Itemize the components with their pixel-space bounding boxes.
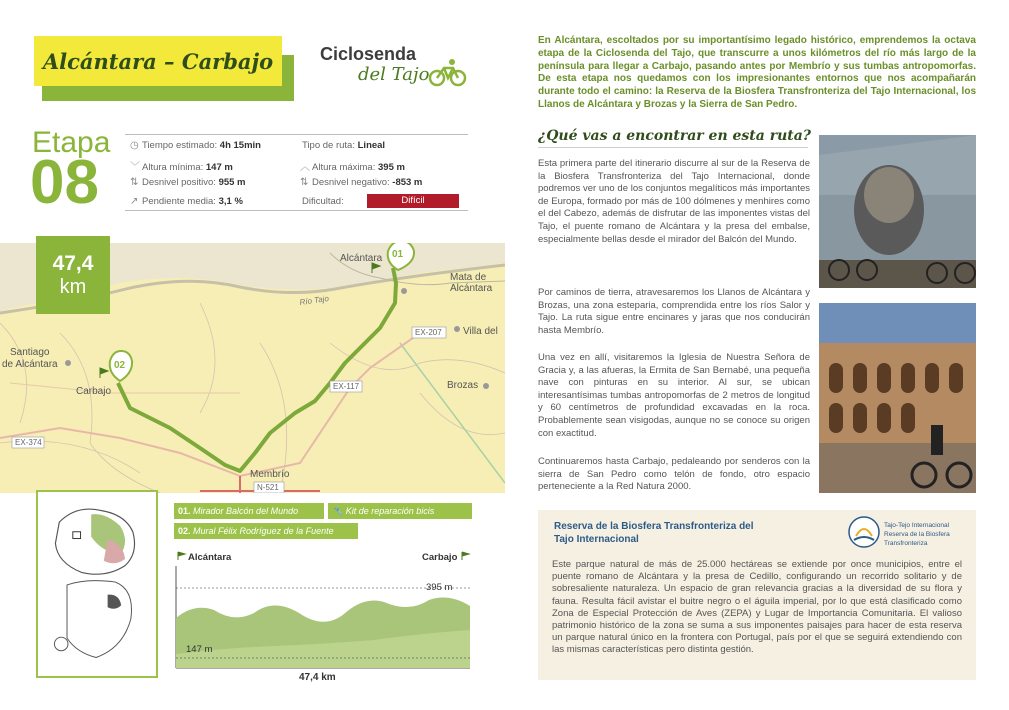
svg-text:Transfronteriza: Transfronteriza: [884, 540, 928, 547]
chevron-up-icon: ︿: [300, 162, 310, 173]
body-paragraph-4: Continuaremos hasta Carbajo, pedaleando por senderos con la sierra de San Pedro como telón de fondo, otro espacio perteneciente a la Red Natura 2000.: [538, 456, 810, 493]
updown-arrows-icon: ⇅: [300, 177, 309, 188]
map-label-brozas: Brozas: [447, 380, 479, 391]
chevron-down-icon: ﹀: [130, 162, 140, 173]
difficulty-badge: Difícil: [367, 194, 459, 208]
stat-slope: ↗ Pendiente media: 3,1 %: [130, 196, 243, 207]
section-heading: ¿Qué vas a encontrar en esta ruta?: [538, 128, 812, 144]
stats-divider-top: [125, 134, 468, 135]
map-label-carbajo: Carbajo: [76, 386, 112, 397]
stat-type: Tipo de ruta: Lineal: [302, 140, 386, 151]
profile-length: 47,4 km: [299, 672, 336, 683]
map-label-river: Río Tajo: [299, 293, 330, 307]
title-banner: [34, 36, 282, 86]
map-label-santiago-2: de Alcántara: [2, 359, 58, 370]
body-paragraph-2: Por caminos de tierra, atravesaremos los Llanos de Alcántara y Brozas, una zona esteparia, comprendida entre los ríos Salor y Tajo. La ruta sigue entre encinares y jaras que nos conducirán hasta Membrío.: [538, 287, 810, 336]
updown-arrows-icon: ⇅: [130, 177, 139, 188]
route-title: Alcántara – Carbajo: [42, 48, 274, 74]
brand-logo: [320, 44, 480, 94]
intro-paragraph: En Alcántara, escoltados por su importantísimo legado histórico, emprendemos la octava etapa de la Ciclosenda del Tajo, que transcurre a unos kilómetros del río más largo de la península para llegar a Carbajo, pasando antes por Membrío y sus tumbas antropomorfas. De esta etapa nos quedamos con los impresionantes entornos que nos acompañarán durante todo el camino: la Reserva de la Biosfera Transfronteriza del Tajo Internacional, los Llanos de Alcántara y Brozas y la Sierra de San Pedro.: [538, 35, 976, 110]
map-label-santiago: Santiago: [10, 347, 50, 358]
reserve-box: [538, 510, 976, 680]
profile-min: 147 m: [186, 644, 213, 655]
legend-item-mirador: 01. Mirador Balcón del Mundo: [174, 503, 324, 519]
stats-divider-bottom: [125, 210, 468, 211]
legend-item-kit: 🔧 Kit de reparación bicis: [328, 503, 472, 519]
wrench-icon: 🔧: [332, 506, 344, 516]
brand-line2: del Tajo: [358, 64, 430, 85]
svg-text:Reserva de la Biosfera: Reserva de la Biosfera: [884, 531, 950, 538]
locator-map: [36, 490, 158, 678]
legend-item-mural: 02. Mural Félix Rodríguez de la Fuente: [174, 523, 358, 539]
map-label-mata-2: Alcántara: [450, 283, 493, 294]
stat-time: ◷ Tiempo estimado: 4h 15min: [130, 140, 261, 151]
photo-convent-cyclist: [819, 303, 976, 493]
reserve-title: Reserva de la Biosfera Transfronteriza del Tajo Internacional: [554, 521, 754, 545]
road-label-ex117: EX-117: [333, 382, 360, 391]
stat-ascent: ⇅ Desnivel positivo: 955 m: [130, 177, 246, 188]
map-label-mata: Mata de: [450, 272, 487, 283]
map-label-alcantara: Alcántara: [340, 253, 383, 264]
body-paragraph-1: Esta primera parte del itinerario discurre al sur de la Reserva de la Biosfera Transfronteriza del Tajo Internacional, donde podremos ver uno de los conjuntos megalíticos más importantes de Europa, formado por más de 100 dólmenes y menhires como el del Cabezo, además de disfrutar de las imponentes vistas del Tajo, el puente romano de Alcántara y la presa del embalse, especialmente bellas desde el mirador del Balcón del Mundo.: [538, 158, 810, 245]
etapa-label: Etapa: [32, 126, 111, 159]
stat-descent: ⇅ Desnivel negativo: -853 m: [300, 177, 423, 188]
stat-difficulty-label: Dificultad:: [302, 196, 344, 207]
svg-text:Tajo-Tejo Internacional: Tajo-Tejo Internacional: [884, 522, 950, 529]
body-paragraph-3: Una vez en allí, visitaremos la Iglesia de Nuestra Señora de Gracia y, a las afueras, la Ermita de San Bernabé, una pequeña nave con pinturas en su interior. Al sur, se ubican interesantísimas tumbas antropomorfas de 2 metros de longitud y 60 centímetros de profundidad excavadas en la roca. Probablemente sean visigodas, aunque no se conoce su origen con exactitud.: [538, 352, 810, 439]
photo-mural-cyclists: [819, 135, 976, 288]
reserve-text: Este parque natural de más de 25.000 hectáreas se extiende por once municipios, entre el puente romano de Alcántara y la presa de Cedillo, configurando un recorrido solitario y de sobresaliente naturaleza. Un espacio de gran relevancia gracias a la diversidad de su flora y fauna. Resulta fácil avistar el buitre negro o el águila imperial, por lo que está clasificado como Zona de Especial Protección de Aves (ZEPA) y Lugar de Importancia Comunitaria. El valioso patrimonio histórico de la zona se suma a sus imponentes paisajes para hacer de esta reserva un parque natural único en la frontera con Portugal, país por el que se seguirá extendiendo con las mismas características pero distinta gestión.: [552, 559, 962, 656]
reserve-logo: [846, 514, 971, 554]
etapa-number: 08: [30, 148, 99, 217]
flag-icon: [178, 552, 185, 560]
clock-icon: ◷: [130, 140, 139, 151]
distance-badge: [36, 236, 110, 314]
elevation-profile: [174, 548, 472, 688]
road-label-n521: N-521: [257, 483, 279, 492]
brand-line1: Ciclosenda: [320, 44, 417, 64]
distance-value: 47,4: [52, 252, 94, 275]
trend-up-icon: ↗: [130, 196, 139, 207]
flag-icon: [462, 552, 469, 560]
section-divider: [538, 147, 808, 148]
distance-unit: km: [59, 276, 87, 298]
road-label-ex207: EX-207: [415, 328, 442, 337]
svg-text:01: 01: [392, 249, 404, 260]
svg-text:02: 02: [114, 360, 126, 371]
stat-max-alt: ︿ Altura máxima: 395 m: [300, 158, 405, 173]
profile-end: Carbajo: [422, 552, 458, 563]
stat-min-alt: ﹀ Altura mínima: 147 m: [130, 158, 233, 173]
profile-start: Alcántara: [188, 552, 232, 563]
bicycle-icon: [428, 58, 468, 88]
profile-max: 395 m: [426, 582, 453, 593]
map-label-membrio: Membrío: [250, 469, 290, 480]
road-label-ex374: EX-374: [15, 438, 42, 447]
map-label-villa: Villa del: [463, 326, 498, 337]
